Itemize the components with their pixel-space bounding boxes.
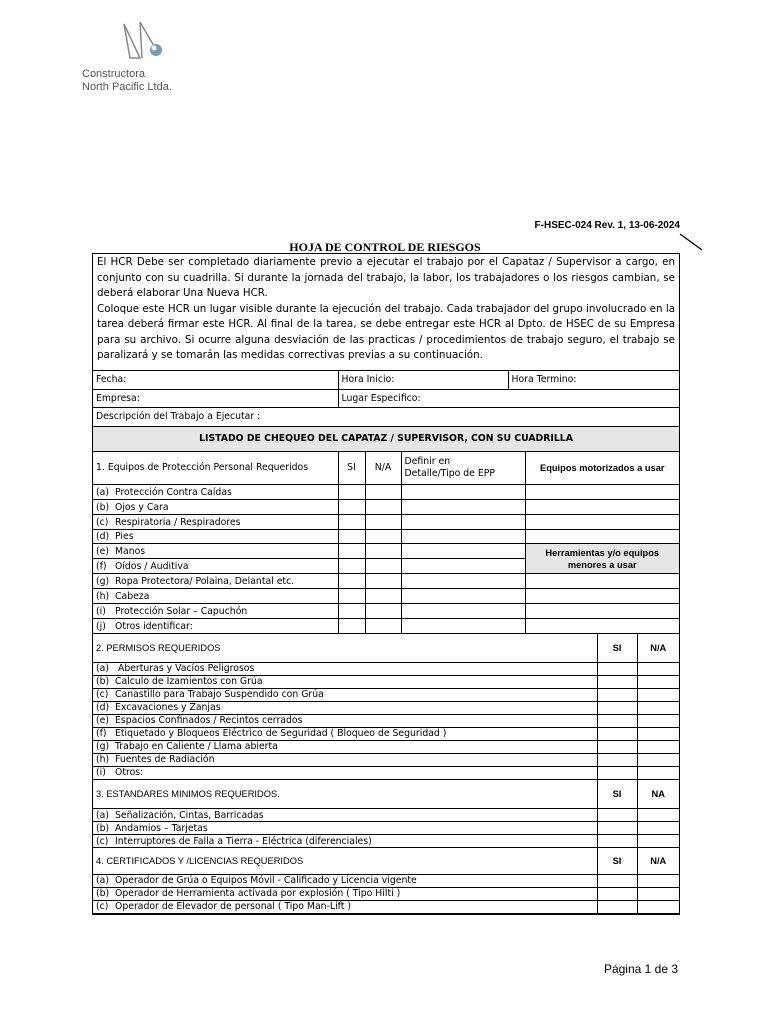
epp-row	[93, 574, 679, 589]
epp-na-cell[interactable]	[365, 515, 401, 530]
item-letter: (d)	[96, 531, 110, 542]
permisos-na-header: N/A	[637, 634, 679, 662]
permisos-si-cell[interactable]	[597, 714, 637, 727]
epp-si-cell[interactable]	[338, 589, 365, 604]
epp-na-cell[interactable]	[365, 544, 401, 559]
item-letter: (e)	[96, 545, 109, 557]
epp-row	[93, 604, 679, 619]
item-text: Operador de Grúa o Equipos Móvil - Calificado y Licencia vigente	[115, 875, 417, 886]
item-text: Pies	[115, 531, 134, 542]
item-letter: (c)	[96, 516, 109, 528]
item-text: Excavaciones y Zanjas	[115, 702, 221, 713]
certificados-item	[93, 900, 597, 913]
item-text: Ojos y Cara	[115, 501, 169, 513]
page-number: Página 1 de 3	[603, 962, 678, 976]
permisos-row	[93, 714, 679, 727]
epp-si-cell[interactable]	[338, 500, 365, 515]
permisos-item	[93, 766, 597, 779]
instructions	[93, 254, 679, 371]
certificados-si-cell[interactable]	[597, 874, 637, 887]
certificados-na-header: N/A	[637, 848, 679, 874]
item-letter: (i)	[96, 605, 106, 617]
estandares-item	[93, 835, 597, 848]
estandares-na-cell[interactable]	[637, 809, 679, 822]
fecha-field[interactable]: Fecha:	[93, 371, 338, 389]
item-letter: (a)	[96, 809, 109, 821]
certificados-na-cell[interactable]	[637, 887, 679, 900]
item-letter: (i)	[96, 767, 106, 778]
certificados-si-header: SI	[597, 848, 637, 874]
epp-row	[93, 544, 679, 559]
company-name-line1: Constructora	[82, 68, 145, 80]
epp-detalle-cell[interactable]	[401, 604, 525, 619]
permisos-si-cell[interactable]	[597, 688, 637, 701]
epp-table	[93, 452, 679, 635]
permisos-row	[93, 662, 679, 675]
epp-row	[93, 589, 679, 604]
item-text: Otros:	[115, 767, 144, 778]
equipment-cell[interactable]	[525, 500, 679, 515]
permisos-na-cell[interactable]	[637, 740, 679, 753]
equipment-cell[interactable]	[525, 515, 679, 530]
epp-si-cell[interactable]	[338, 544, 365, 559]
item-text: Operador de Herramienta activada por explosión ( Tipo Hilti )	[115, 888, 401, 899]
item-letter: (f)	[96, 560, 107, 572]
estandares-na-cell[interactable]	[637, 835, 679, 848]
epp-na-cell[interactable]	[365, 500, 401, 515]
item-letter: (b)	[96, 822, 110, 834]
item-letter: (b)	[96, 676, 110, 687]
epp-row	[93, 485, 679, 500]
epp-item	[93, 619, 338, 634]
equipment-cell[interactable]	[525, 589, 679, 604]
permisos-si-cell[interactable]	[597, 727, 637, 740]
permisos-item	[93, 688, 597, 701]
form-title: HOJA DE CONTROL DE RIESGOS	[289, 240, 481, 254]
epp-na-cell[interactable]	[365, 604, 401, 619]
item-letter: (c)	[96, 689, 109, 700]
epp-si-cell[interactable]	[338, 619, 365, 634]
epp-si-cell[interactable]	[338, 574, 365, 589]
epp-item	[93, 544, 338, 559]
equipment-cell[interactable]	[525, 530, 679, 544]
permisos-row	[93, 740, 679, 753]
permisos-na-cell[interactable]	[637, 662, 679, 675]
epp-detalle-cell[interactable]	[401, 530, 525, 544]
item-letter: (b)	[96, 501, 110, 513]
permisos-item	[93, 675, 597, 688]
permisos-item	[93, 727, 597, 740]
item-text: Protección Contra Caídas	[115, 486, 232, 498]
item-text: Ropa Protectora/ Polaina, Delantal etc.	[115, 575, 295, 587]
item-text: Fuentes de Radiación	[115, 754, 215, 765]
estandares-row	[93, 835, 679, 848]
epp-item	[93, 485, 338, 500]
epp-item	[93, 604, 338, 619]
epp-row	[93, 500, 679, 515]
epp-detalle-cell[interactable]	[401, 544, 525, 559]
herramientas-line1: Herramientas y/o equipos	[545, 547, 660, 558]
permisos-row	[93, 766, 679, 779]
item-text: Aberturas y Vacíos Peligrosos	[115, 663, 255, 674]
item-letter: (c)	[96, 835, 109, 847]
item-text: Trabajo en Caliente / Llama abierta	[115, 741, 278, 752]
epp-detalle-cell[interactable]	[401, 500, 525, 515]
epp-si-cell[interactable]	[338, 515, 365, 530]
epp-detalle-cell[interactable]	[401, 485, 525, 500]
herramientas-line2: menores a usar	[567, 559, 637, 570]
epp-detalle-cell[interactable]	[401, 559, 525, 574]
epp-si-header: SI	[338, 452, 365, 485]
item-text: Respiratoria / Respiradores	[115, 516, 241, 528]
item-text: Etiquetado y Bloqueos Eléctrico de Seguridad ( Bloqueo de Seguridad )	[115, 728, 447, 739]
permisos-row	[93, 727, 679, 740]
epp-definir-line1: Definir en	[404, 455, 451, 467]
epp-item	[93, 559, 338, 574]
epp-na-cell[interactable]	[365, 559, 401, 574]
epp-na-cell[interactable]	[365, 485, 401, 500]
epp-row	[93, 515, 679, 530]
epp-na-cell[interactable]	[365, 530, 401, 544]
estandares-item	[93, 809, 597, 822]
item-letter: (a)	[96, 663, 109, 674]
hora-termino-field[interactable]: Hora Termino:	[508, 371, 679, 389]
permisos-si-cell[interactable]	[597, 753, 637, 766]
permisos-si-cell[interactable]	[597, 675, 637, 688]
epp-item	[93, 530, 338, 544]
item-text: Espacios Confinados / Recintos cerrados	[115, 715, 303, 726]
estandares-item	[93, 822, 597, 835]
item-text: Señalización, Cintas, Barricadas	[115, 809, 264, 821]
item-text: Andamios – Tarjetas	[115, 822, 208, 834]
item-letter: (g)	[96, 575, 110, 587]
company-name-line2: North Pacific Ltda.	[82, 81, 172, 93]
certificados-si-cell[interactable]	[597, 887, 637, 900]
epp-row	[93, 530, 679, 544]
item-text: Cabeza	[115, 590, 150, 602]
certificados-item	[93, 887, 597, 900]
item-text: Manos	[115, 545, 146, 557]
descripcion-trabajo-field[interactable]: Descripción del Trabajo a Ejecutar :	[93, 407, 679, 426]
certificados-row	[93, 887, 679, 900]
certificados-header: 4. CERTIFICADOS Y /LICENCIAS REQUERIDOS	[93, 848, 597, 874]
epp-na-header: N/A	[365, 452, 401, 485]
permisos-si-cell[interactable]	[597, 701, 637, 714]
permisos-header: 2. PERMISOS REQUERIDOS	[93, 634, 597, 662]
estandares-si-header: SI	[597, 780, 637, 809]
certificados-table	[93, 848, 679, 914]
herramientas-header	[525, 544, 679, 574]
item-text: Calculo de Izamientos con Grúa	[115, 676, 263, 687]
permisos-row	[93, 675, 679, 688]
estandares-si-cell[interactable]	[597, 835, 637, 848]
epp-si-cell[interactable]	[338, 559, 365, 574]
checklist-title: LISTADO DE CHEQUEO DEL CAPATAZ / SUPERVISOR, CON SU CUADRILLA	[93, 426, 679, 451]
permisos-na-cell[interactable]	[637, 727, 679, 740]
epp-definir-line2: Detalle/Tipo de EPP	[404, 467, 495, 479]
motorizados-header: Equipos motorizados a usar	[525, 452, 679, 485]
epp-item	[93, 500, 338, 515]
epp-item	[93, 589, 338, 604]
epp-detalle-cell[interactable]	[401, 574, 525, 589]
epp-detalle-cell[interactable]	[401, 619, 525, 634]
permisos-na-cell[interactable]	[637, 753, 679, 766]
permisos-si-cell[interactable]	[597, 662, 637, 675]
document-reference: F-HSEC-024 Rev. 1, 13-06-2024	[534, 220, 680, 231]
company-name	[82, 68, 172, 94]
permisos-row	[93, 688, 679, 701]
permisos-item	[93, 753, 597, 766]
corner-mark	[678, 232, 706, 252]
estandares-row	[93, 809, 679, 822]
epp-si-cell[interactable]	[338, 485, 365, 500]
item-letter: (j)	[96, 620, 106, 632]
permisos-na-cell[interactable]	[637, 675, 679, 688]
equipment-cell[interactable]	[525, 485, 679, 500]
permisos-item	[93, 740, 597, 753]
epp-item	[93, 515, 338, 530]
epp-detalle-cell[interactable]	[401, 589, 525, 604]
equipment-cell[interactable]	[525, 619, 679, 634]
equipment-cell[interactable]	[525, 604, 679, 619]
epp-si-cell[interactable]	[338, 530, 365, 544]
item-letter: (b)	[96, 888, 110, 899]
item-text: Protección Solar – Capuchón	[115, 605, 248, 617]
item-letter: (g)	[96, 741, 110, 752]
permisos-item	[93, 714, 597, 727]
estandares-header: 3. ESTANDARES MINIMOS REQUERIDOS.	[93, 780, 597, 809]
epp-na-cell[interactable]	[365, 619, 401, 634]
certificados-row	[93, 874, 679, 887]
item-letter: (d)	[96, 702, 110, 713]
empresa-field[interactable]: Empresa:	[93, 389, 338, 407]
estandares-na-cell[interactable]	[637, 822, 679, 835]
item-letter: (h)	[96, 754, 110, 765]
estandares-row	[93, 822, 679, 835]
header-fields-table	[93, 371, 679, 452]
risk-control-form	[92, 253, 680, 915]
estandares-na-header: NA	[637, 780, 679, 809]
permisos-si-cell[interactable]	[597, 766, 637, 779]
permisos-item	[93, 701, 597, 714]
item-text: Oídos / Auditiva	[115, 560, 189, 572]
item-letter: (a)	[96, 875, 109, 886]
item-letter: (e)	[96, 715, 109, 726]
item-letter: (c)	[96, 901, 109, 912]
permisos-na-cell[interactable]	[637, 766, 679, 779]
hora-inicio-field[interactable]: Hora Inicio:	[338, 371, 508, 389]
permisos-na-cell[interactable]	[637, 714, 679, 727]
epp-si-cell[interactable]	[338, 604, 365, 619]
epp-na-cell[interactable]	[365, 589, 401, 604]
permisos-na-cell[interactable]	[637, 688, 679, 701]
permisos-table	[93, 634, 679, 780]
estandares-si-cell[interactable]	[597, 809, 637, 822]
item-letter: (h)	[96, 590, 110, 602]
item-text: Operador de Elevador de personal ( Tipo Man-Lift )	[115, 901, 351, 912]
item-text: Interruptores de Falla a Tierra - Eléctrica (diferenciales)	[115, 835, 372, 847]
equipment-cell[interactable]	[525, 574, 679, 589]
item-letter: (f)	[96, 728, 107, 739]
certificados-si-cell[interactable]	[597, 900, 637, 913]
certificados-na-cell[interactable]	[637, 900, 679, 913]
instructions-paragraph-1: El HCR Debe ser completado diariamente previo a ejecutar el trabajo por el Capataz / Supervisor a cargo, en conjunto con su cuadrilla. Si durante la jornada del trabajo, la labor, los trabajadores o los riesgos cambian, se deberá elaborar Una Nueva HCR.	[97, 256, 675, 299]
item-letter: (a)	[96, 486, 109, 498]
epp-row	[93, 619, 679, 634]
epp-definir-header	[401, 452, 525, 485]
permisos-item	[93, 662, 597, 675]
permisos-na-cell[interactable]	[637, 701, 679, 714]
certificados-row	[93, 900, 679, 913]
certificados-na-cell[interactable]	[637, 874, 679, 887]
estandares-table	[93, 780, 679, 849]
permisos-row	[93, 753, 679, 766]
epp-header: 1. Equipos de Protección Personal Requeridos	[93, 452, 338, 485]
permisos-row	[93, 701, 679, 714]
permisos-si-header: SI	[597, 634, 637, 662]
estandares-si-cell[interactable]	[597, 822, 637, 835]
epp-detalle-cell[interactable]	[401, 515, 525, 530]
certificados-item	[93, 874, 597, 887]
epp-na-cell[interactable]	[365, 574, 401, 589]
instructions-paragraph-2: Coloque este HCR un lugar visible durante la ejecución del trabajo. Cada trabajador del grupo involucrado en la tarea deberá firmar este HCR. Al final de la tarea, se debe entregar este HCR al Dpto. de HSEC de su Empresa para su archivo. Si ocurre alguna desviación de las practicas / procedimientos de trabajo seguro, el trabajo se paralizará y se tomarán las medidas correctivas previas a su continuación.	[97, 302, 675, 361]
epp-item	[93, 574, 338, 589]
permisos-si-cell[interactable]	[597, 740, 637, 753]
item-text: Canastillo para Trabajo Suspendido con Grúa	[115, 689, 324, 700]
lugar-especifico-field[interactable]: Lugar Especifico:	[338, 389, 679, 407]
item-text: Otros identificar:	[115, 620, 193, 632]
